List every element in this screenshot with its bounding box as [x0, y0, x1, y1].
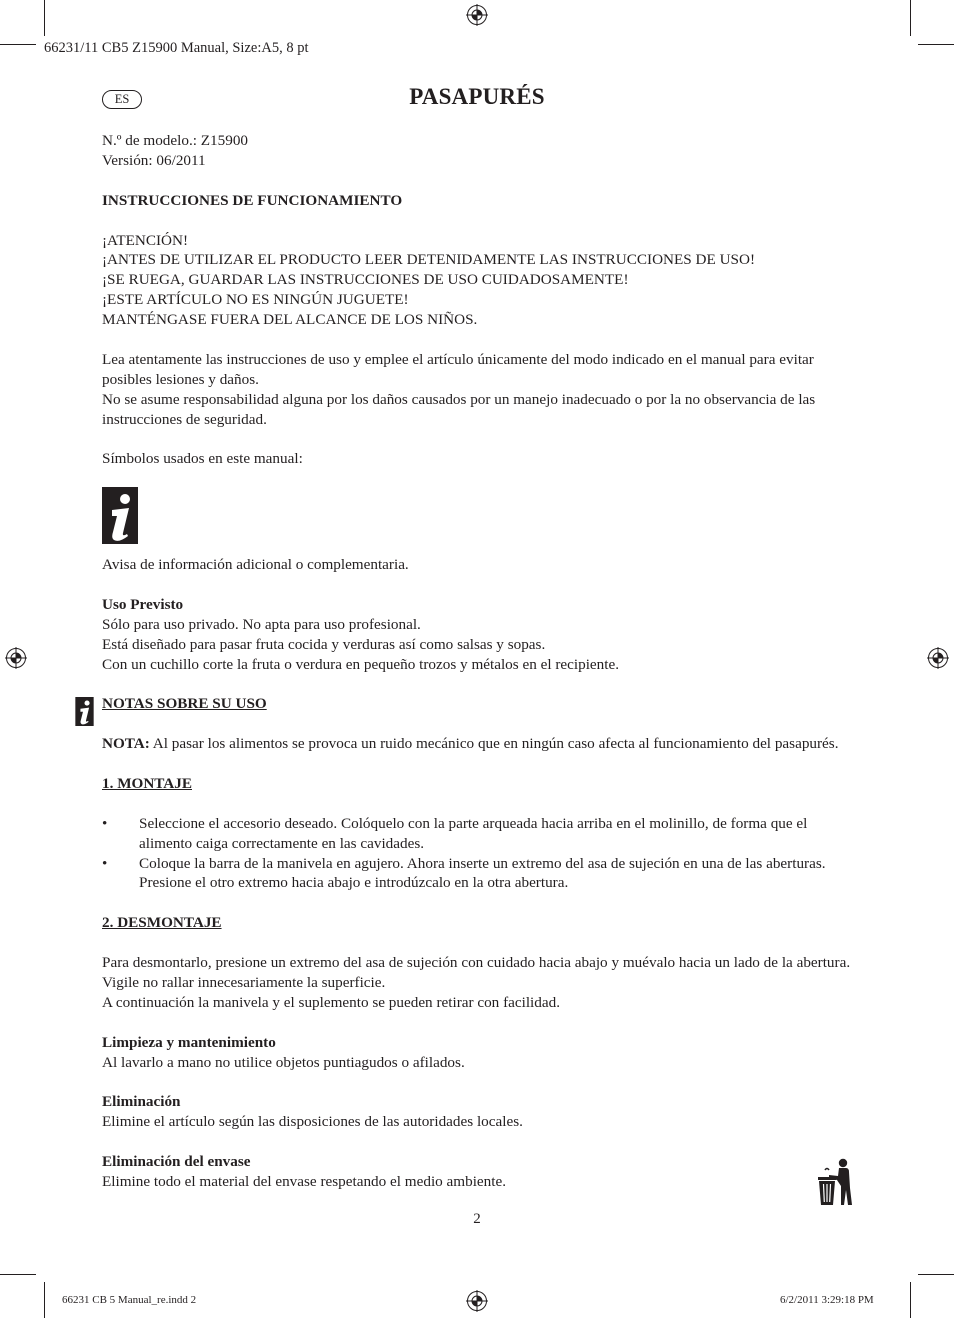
model-number: N.º de modelo.: Z15900 — [102, 132, 249, 149]
intended-use-heading: Uso Previsto — [102, 595, 184, 613]
warning-line: ¡ESTE ARTÍCULO NO ES NINGÚN JUGUETE! — [102, 291, 409, 309]
version: Versión: 06/2011 — [102, 151, 206, 169]
crop-mark — [0, 44, 36, 45]
crop-mark — [0, 1274, 36, 1275]
instructions-heading: INSTRUCCIONES DE FUNCIONAMIENTO — [102, 191, 403, 209]
list-item-text: Coloque la barra de la manivela en agujero. Ahora inserte un extremo del asa de sujeción en una de las aberturas. Presione el otro extremo hacia abajo e introdúzcalo en la otra abertura. — [139, 854, 826, 892]
list-item-text: Seleccione el accesorio deseado. Colóquelo con la parte arqueada hacia arriba en el molinillo, de forma que el alimento caiga correctamente en las cavidades. — [139, 814, 808, 852]
bullet-marker: • — [102, 814, 108, 832]
cleaning-text: Al lavarlo a mano no utilice objetos puntiagudos o afilados. — [102, 1053, 465, 1071]
note-text: Al pasar los alimentos se provoca un ruido mecánico que en ningún caso afecta al funcionamiento del pasapurés. — [149, 735, 839, 753]
disassembly-paragraph: Para desmontarlo, presione un extremo del asa de sujeción con cuidado hacia abajo y muévalo hacia un lado de la abertura. Vigile no rallar innecesariamente la superficie. — [102, 954, 851, 991]
person-throwing-trash-icon — [815, 1158, 853, 1206]
crop-mark — [918, 44, 954, 45]
symbols-intro: Símbolos usados en este manual: — [102, 450, 303, 468]
registration-mark-icon — [466, 4, 488, 26]
packaging-disposal-heading: Eliminación del envase — [102, 1153, 251, 1171]
note-label: NOTA: — [102, 735, 150, 753]
disposal-text: Elimine el artículo según las disposiciones de las autoridades locales. — [102, 1113, 523, 1131]
crop-mark — [910, 0, 911, 36]
crop-mark — [44, 0, 45, 36]
intro-paragraph: Lea atentamente las instrucciones de uso y emplee el artículo únicamente del modo indicado en el manual para evitar posibles lesiones y daños. — [102, 350, 814, 388]
language-badge: ES — [102, 90, 142, 109]
intended-use-line: Sólo para uso privado. No apta para uso profesional. — [102, 615, 421, 633]
registration-mark-icon — [5, 647, 27, 669]
warning-line: ¡ANTES DE UTILIZAR EL PRODUCTO LEER DETENIDAMENTE LAS INSTRUCCIONES DE USO! — [102, 251, 756, 269]
warning-line: ¡SE RUEGA, GUARDAR LAS INSTRUCCIONES DE USO CUIDADOSAMENTE! — [102, 271, 629, 289]
warning-line: MANTÉNGASE FUERA DEL ALCANCE DE LOS NIÑOS. — [102, 311, 478, 329]
bullet-marker: • — [102, 854, 108, 872]
intended-use-line: Está diseñado para pasar fruta cocida y verduras así como salsas y sopas. — [102, 635, 546, 653]
packaging-disposal-text: Elimine todo el material del envase respetando el medio ambiente. — [102, 1172, 507, 1190]
warning-line: ¡ATENCIÓN! — [102, 231, 189, 249]
cleaning-heading: Limpieza y mantenimiento — [102, 1033, 276, 1051]
crop-mark — [910, 1282, 911, 1318]
slug-line: 66231/11 CB5 Z15900 Manual, Size:A5, 8 pt — [44, 40, 309, 56]
registration-mark-icon — [466, 1290, 488, 1312]
intro-section — [102, 131, 854, 469]
intro-paragraph: No se asume responsabilidad alguna por los daños causados por un manejo inadecuado o por la no observancia de las instrucciones de seguridad. — [102, 390, 816, 428]
page-title: PASAPURÉS — [409, 84, 545, 109]
crop-mark — [918, 1274, 954, 1275]
note-paragraph — [102, 734, 854, 754]
footer-file: 66231 CB 5 Manual_re.indd 2 — [62, 1294, 197, 1306]
footer-timestamp: 6/2/2011 3:29:18 PM — [780, 1294, 874, 1306]
info-icon — [75, 697, 94, 726]
usage-notes-heading: NOTAS SOBRE SU USO — [102, 695, 267, 713]
disassembly-heading: 2. DESMONTAJE — [102, 914, 222, 932]
registration-mark-icon — [927, 647, 949, 669]
disposal-heading: Eliminación — [102, 1093, 181, 1111]
main-section — [102, 555, 854, 1192]
assembly-heading: 1. MONTAJE — [102, 774, 192, 792]
list-item — [102, 814, 854, 854]
intended-use-line: Con un cuchillo corte la fruta o verdura en pequeño trozos y métalos en el recipiente. — [102, 655, 620, 673]
info-icon — [102, 487, 138, 544]
list-item — [102, 854, 854, 894]
crop-mark — [44, 1282, 45, 1318]
disassembly-paragraph: A continuación la manivela y el suplemento se pueden retirar con facilidad. — [102, 993, 560, 1011]
page-number: 2 — [473, 1211, 481, 1227]
symbol-info-text: Avisa de información adicional o complementaria. — [102, 556, 409, 573]
